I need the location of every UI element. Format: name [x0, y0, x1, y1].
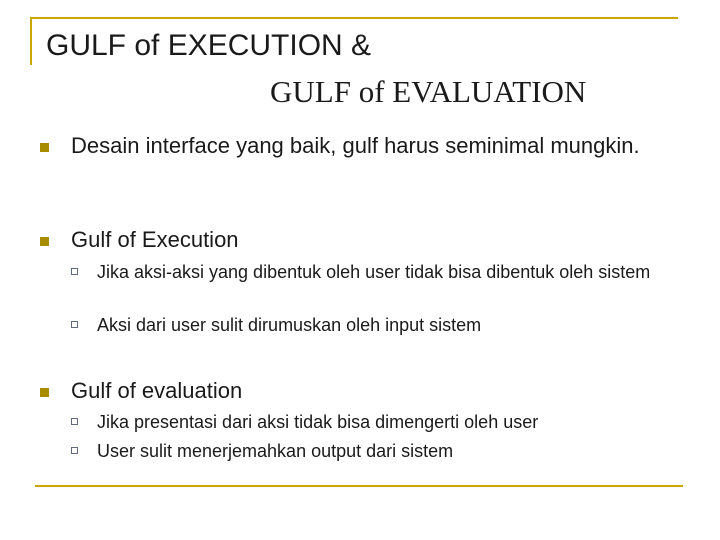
slide-title-line-2: GULF of EVALUATION: [270, 74, 587, 109]
square-bullet-icon: [40, 237, 49, 246]
bullet-3-text: Gulf of evaluation: [71, 378, 243, 403]
bullet-1-text: Desain interface yang baik, gulf harus seminimal mungkin.: [71, 133, 640, 158]
bullet-3-sub-2: User sulit menerjemahkan output dari sistem: [97, 441, 454, 461]
square-bullet-icon: [40, 388, 49, 397]
bullet-2-text: Gulf of Execution: [71, 227, 239, 252]
bullet-2-sub-2: Aksi dari user sulit dirumuskan oleh input sistem: [97, 315, 482, 335]
square-bullet-icon: [40, 143, 49, 152]
slide-title-line-1: GULF of EXECUTION &: [46, 29, 372, 62]
left-rule: [30, 17, 32, 65]
hollow-square-bullet-icon: [71, 268, 78, 275]
hollow-square-bullet-icon: [71, 418, 78, 425]
hollow-square-bullet-icon: [71, 321, 78, 328]
bottom-rule: [35, 485, 683, 487]
hollow-square-bullet-icon: [71, 447, 78, 454]
bullet-3-sub-1: Jika presentasi dari aksi tidak bisa dimengerti oleh user: [97, 412, 539, 432]
bullet-2-sub-1: Jika aksi-aksi yang dibentuk oleh user tidak bisa dibentuk oleh sistem: [97, 262, 651, 282]
top-rule: [30, 17, 678, 19]
